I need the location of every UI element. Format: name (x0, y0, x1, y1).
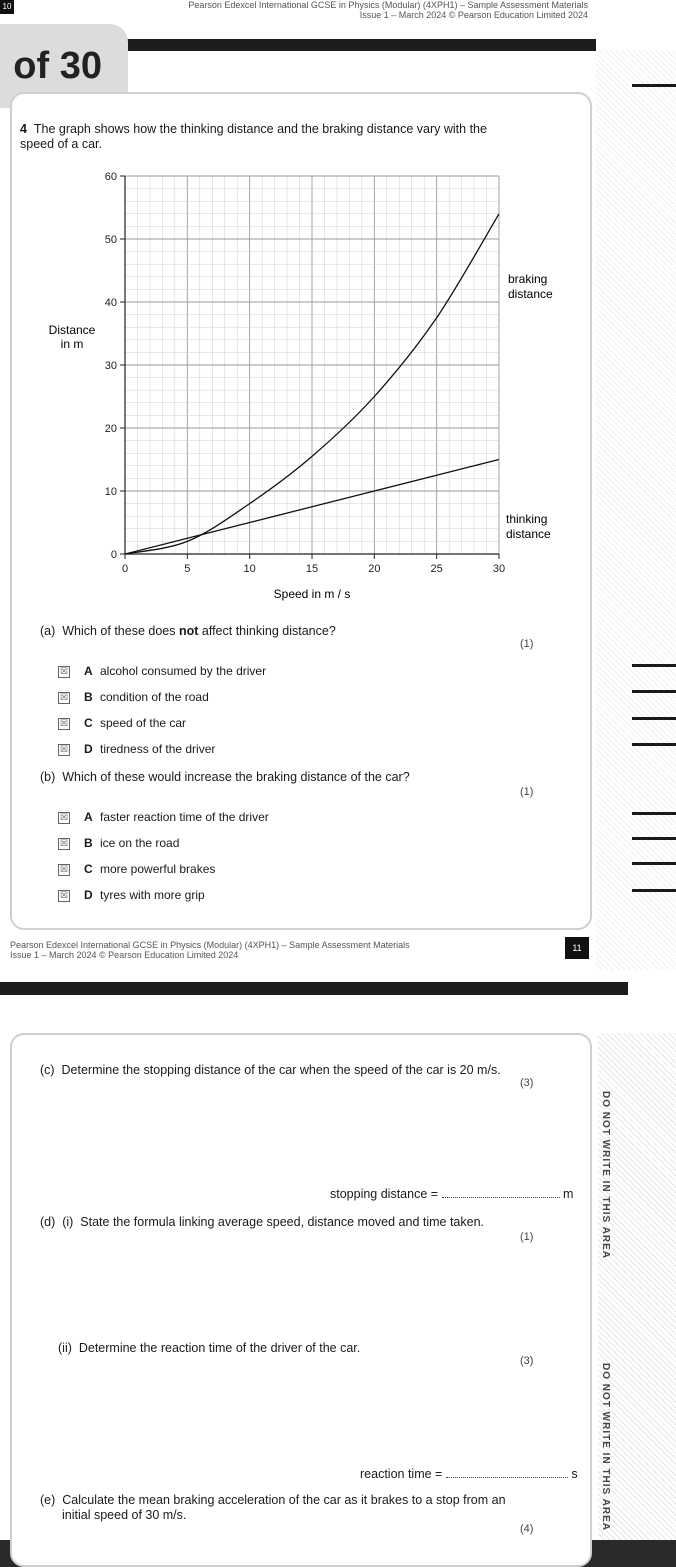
part-e-text-line2: initial speed of 30 m/s. (62, 1508, 187, 1522)
part-a-marks: (1) (520, 638, 534, 650)
footer-rule (0, 982, 628, 995)
x-tick-label: 15 (305, 563, 319, 575)
part-a-label: (a) (40, 624, 56, 638)
part-c-text: Determine the stopping distance of the car when the speed of the car is 20 m/s. (61, 1063, 501, 1077)
header-line-1: Pearson Edexcel International GCSE in Physics (Modular) (4XPH1) – Sample Assessment Materials (188, 0, 588, 10)
part-d-ii-text: Determine the reaction time of the driver of the car. (78, 1341, 361, 1355)
answer-line[interactable] (442, 1197, 560, 1198)
answer-unit: m (563, 1187, 574, 1201)
part-d-i-question (40, 1215, 484, 1230)
header-rule (120, 39, 596, 51)
margin-rule (632, 717, 676, 720)
part-d-i-label: (i) (62, 1215, 74, 1229)
part-d-ii-question (58, 1341, 360, 1356)
exam-page-11 (0, 995, 676, 1540)
x-tick-label: 20 (368, 563, 381, 575)
reaction-time-answer[interactable] (360, 1467, 578, 1482)
part-b-text: Which of these would increase the braking distance of the car? (62, 770, 410, 784)
part-d-label: (d) (40, 1215, 56, 1229)
part-a-option-c[interactable]: ☒ C speed of the car (59, 716, 187, 730)
margin-rule (632, 862, 676, 865)
do-not-write-area-label: DO NOT WRITE IN THIS AREA (600, 1091, 611, 1259)
footer-page-number: 11 (565, 937, 589, 959)
footer-line-1: Pearson Edexcel International GCSE in Physics (Modular) (4XPH1) – Sample Assessment Materials (10, 940, 410, 950)
x-axis-label: Speed in m / s (273, 587, 351, 601)
checkbox[interactable]: ☒ (59, 743, 69, 754)
part-e-text-line1: Calculate the mean braking acceleration of the car as it brakes to a stop from an (62, 1493, 506, 1507)
y-tick-label: 20 (104, 423, 117, 435)
part-b-option-d[interactable]: ☒ D tyres with more grip (59, 888, 205, 902)
part-d-ii-marks: (3) (520, 1355, 534, 1367)
part-b-option-c[interactable]: ☒ C more powerful brakes (59, 862, 216, 876)
checkbox[interactable]: ☒ (59, 691, 69, 702)
thinking-label-line1: thinking (506, 512, 548, 526)
question-card (10, 92, 592, 930)
margin-rule (632, 84, 676, 87)
checkbox[interactable]: ☒ (59, 811, 69, 822)
margin-rule (632, 889, 676, 892)
x-tick-label: 25 (430, 563, 443, 575)
footer-line-2: Issue 1 – March 2024 © Pearson Education Limited 2024 (10, 950, 239, 960)
answer-label: reaction time = (360, 1467, 443, 1481)
part-a-option-d[interactable]: ☒ D tiredness of the driver (59, 742, 216, 756)
y-tick-label: 60 (104, 171, 117, 183)
part-e-marks: (4) (520, 1523, 534, 1535)
part-b-option-a[interactable]: ☒ A faster reaction time of the driver (59, 810, 269, 824)
part-c-label: (c) (40, 1063, 55, 1077)
checkbox[interactable]: ☒ (59, 889, 69, 900)
part-d-i-marks: (1) (520, 1231, 534, 1243)
part-d-ii-label: (ii) (58, 1341, 72, 1355)
part-e-label: (e) (40, 1493, 56, 1507)
checkbox[interactable]: ☒ (59, 665, 69, 676)
margin-rule (632, 812, 676, 815)
x-tick-label: 30 (492, 563, 506, 575)
margin-rule (632, 743, 676, 746)
x-tick-label: 5 (184, 563, 191, 575)
question-number: 4 (20, 122, 27, 136)
x-tick-label: 0 (121, 563, 129, 575)
part-e-question (40, 1493, 540, 1523)
margin-rule (632, 664, 676, 667)
checkbox[interactable]: ☒ (59, 837, 69, 848)
answer-label: stopping distance = (330, 1187, 439, 1201)
question-4-intro (20, 122, 520, 152)
part-a-text-bold: not (178, 624, 199, 638)
hatched-margin (596, 50, 676, 970)
y-tick-label: 50 (104, 234, 117, 246)
x-tick-label: 10 (243, 563, 256, 575)
braking-label-line1: braking (508, 272, 548, 286)
y-tick-label: 10 (104, 486, 117, 498)
answer-unit: s (571, 1467, 578, 1481)
checkbox[interactable]: ☒ (59, 717, 69, 728)
chart-ticks (105, 171, 505, 575)
y-tick-label: 0 (110, 549, 117, 561)
y-tick-label: 30 (104, 360, 117, 372)
part-a-option-b[interactable]: ☒ B condition of the road (59, 690, 209, 704)
part-a-text-pre: Which of these does (62, 624, 179, 638)
question-card-continued (10, 1033, 592, 1567)
page-number-badge: 10 (0, 0, 14, 14)
margin-rule (632, 837, 676, 840)
chart-grid (125, 176, 499, 554)
distance-speed-graph (12, 164, 590, 684)
margin-rule (632, 690, 676, 693)
part-c-question (40, 1063, 501, 1078)
question-intro-text: The graph shows how the thinking distance and the braking distance vary with the speed of a car. (20, 122, 487, 151)
header-line-2: Issue 1 – March 2024 © Pearson Education Limited 2024 (359, 10, 588, 20)
stopping-distance-answer[interactable] (330, 1187, 573, 1202)
part-a-option-a[interactable]: ☒ A alcohol consumed by the driver (59, 664, 267, 678)
part-b-marks: (1) (520, 786, 534, 798)
checkbox[interactable]: ☒ (59, 863, 69, 874)
y-axis-label: Distance (48, 323, 96, 337)
y-tick-label: 40 (104, 297, 117, 309)
part-c-marks: (3) (520, 1077, 534, 1089)
part-b-option-b[interactable]: ☒ B ice on the road (59, 836, 180, 850)
page-of-indicator: of 30 (0, 24, 128, 108)
answer-line[interactable] (446, 1477, 568, 1478)
page-header (0, 0, 676, 22)
part-a-text-post: affect thinking distance? (198, 624, 336, 638)
part-d-i-text: State the formula linking average speed, distance moved and time taken. (80, 1215, 485, 1229)
thinking-label-line2: distance (506, 527, 551, 541)
part-b-question (40, 770, 410, 785)
y-axis-label-unit: in m (60, 337, 84, 351)
do-not-write-area-label: DO NOT WRITE IN THIS AREA (600, 1363, 611, 1531)
part-a-question (40, 624, 336, 639)
braking-label-line2: distance (508, 287, 553, 301)
part-b-label: (b) (40, 770, 56, 784)
